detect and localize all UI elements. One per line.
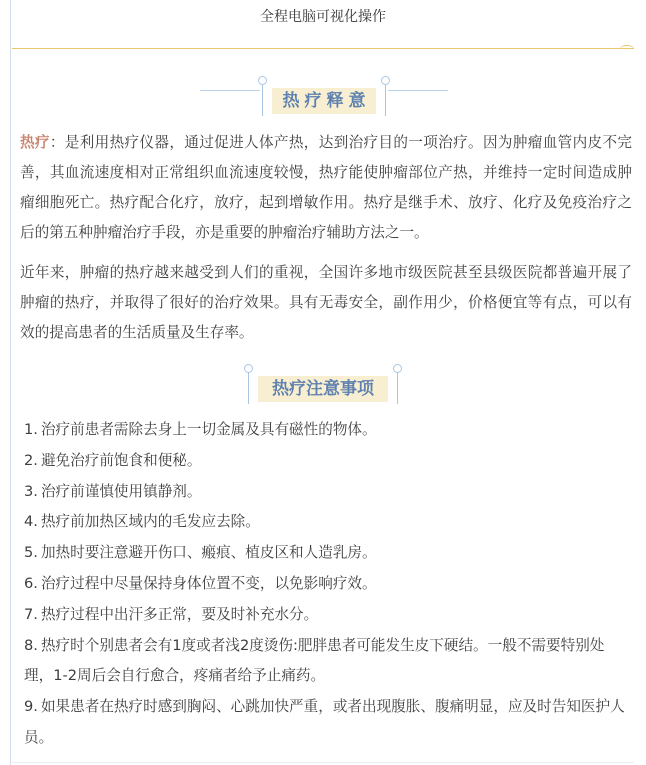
top-caption: 全程电脑可视化操作 [260,9,386,25]
list-item [24,507,628,538]
section1-heading-box [262,78,386,114]
list-item-number: 2. [24,451,38,469]
gold-divider [12,48,634,49]
heading-line-left [200,90,260,91]
list-item-number: 9. [24,698,38,716]
list-item-text: 热疗时个别患者会有1度或者浅2度烫伤:肥胖患者可能发生皮下硬结。一般不需要特别处理，1-2周后会自行愈合，疼痛者给予止痛药。 [24,636,605,685]
paragraph-text: ：是利用热疗仪器，通过促进人体产热，达到治疗目的一项治疗。因为肿瘤血管内皮不完善，其血流速度相对正常组织血流速度较慢，热疗能使肿瘤部位产热，并维持一定时间造成肿瘤细胞死亡。热疗配合化疗，放疗，起到增敏作用。热疗是继手术、放疗、化疗及免疫治疗之后的第五种肿瘤治疗手段，亦是重要的肿瘤治疗辅助方法之一。 [20,134,632,241]
section1-heading-banner [0,78,646,122]
list-item-number: 8. [24,636,38,654]
section2-heading-banner [0,366,646,410]
bottom-divider [12,762,634,763]
list-item [24,600,628,631]
heading-ornament-dot [244,364,253,373]
heading-line-right [388,90,448,91]
list-item-number: 3. [24,482,38,500]
section1-paragraph [20,128,632,248]
paragraph-text: 近年来，肿瘤的热疗越来越受到人们的重视，全国许多地市级医院甚至县级医院都普遍开展了肿瘤的热疗，并取得了很好的治疗效果。具有无毒安全，副作用少，价格便宜等有点，可以有效的提高患者的生活质量及生存率。 [20,264,632,341]
list-item-number: 5. [24,544,38,562]
list-item [24,477,628,508]
list-item [24,569,628,600]
list-item-number: 1. [24,421,38,438]
heading-ornament-dot [381,76,390,85]
list-item [24,415,628,446]
list-item-number: 4. [24,513,38,531]
list-item-text: 热疗前加热区域内的毛发应去除。 [40,513,260,531]
list-item-text: 加热时要注意避开伤口、瘢痕、植皮区和人造乳房。 [40,544,377,562]
precautions-list [24,415,628,754]
highlight-term: 热疗 [20,134,50,151]
list-item [24,631,628,693]
section2-title: 热疗注意事项 [258,376,388,402]
list-item [24,692,628,754]
list-item [24,446,628,477]
section1-title: 热疗释意 [272,88,376,114]
list-item-text: 治疗前谨慎使用镇静剂。 [40,482,202,500]
list-item-text: 避免治疗前饱食和便秘。 [40,451,202,469]
list-item [24,538,628,569]
list-item-number: 7. [24,605,38,623]
list-item-text: 治疗前患者需除去身上一切金属及具有磁性的物体。 [40,421,377,438]
section1-paragraph-2 [20,258,632,348]
list-item-text: 治疗过程中尽量保持身体位置不变，以免影响疗效。 [40,574,377,592]
heading-ornament-dot [393,364,402,373]
heading-ornament-dot [258,76,267,85]
list-item-number: 6. [24,574,38,592]
list-item-text: 如果患者在热疗时感到胸闷、心跳加快严重，或者出现腹胀、腹痛明显，应及时告知医护人员。 [24,698,625,746]
section2-heading-box [248,366,398,402]
list-item-text: 热疗过程中出汗多正常，要及时补充水分。 [40,605,319,623]
